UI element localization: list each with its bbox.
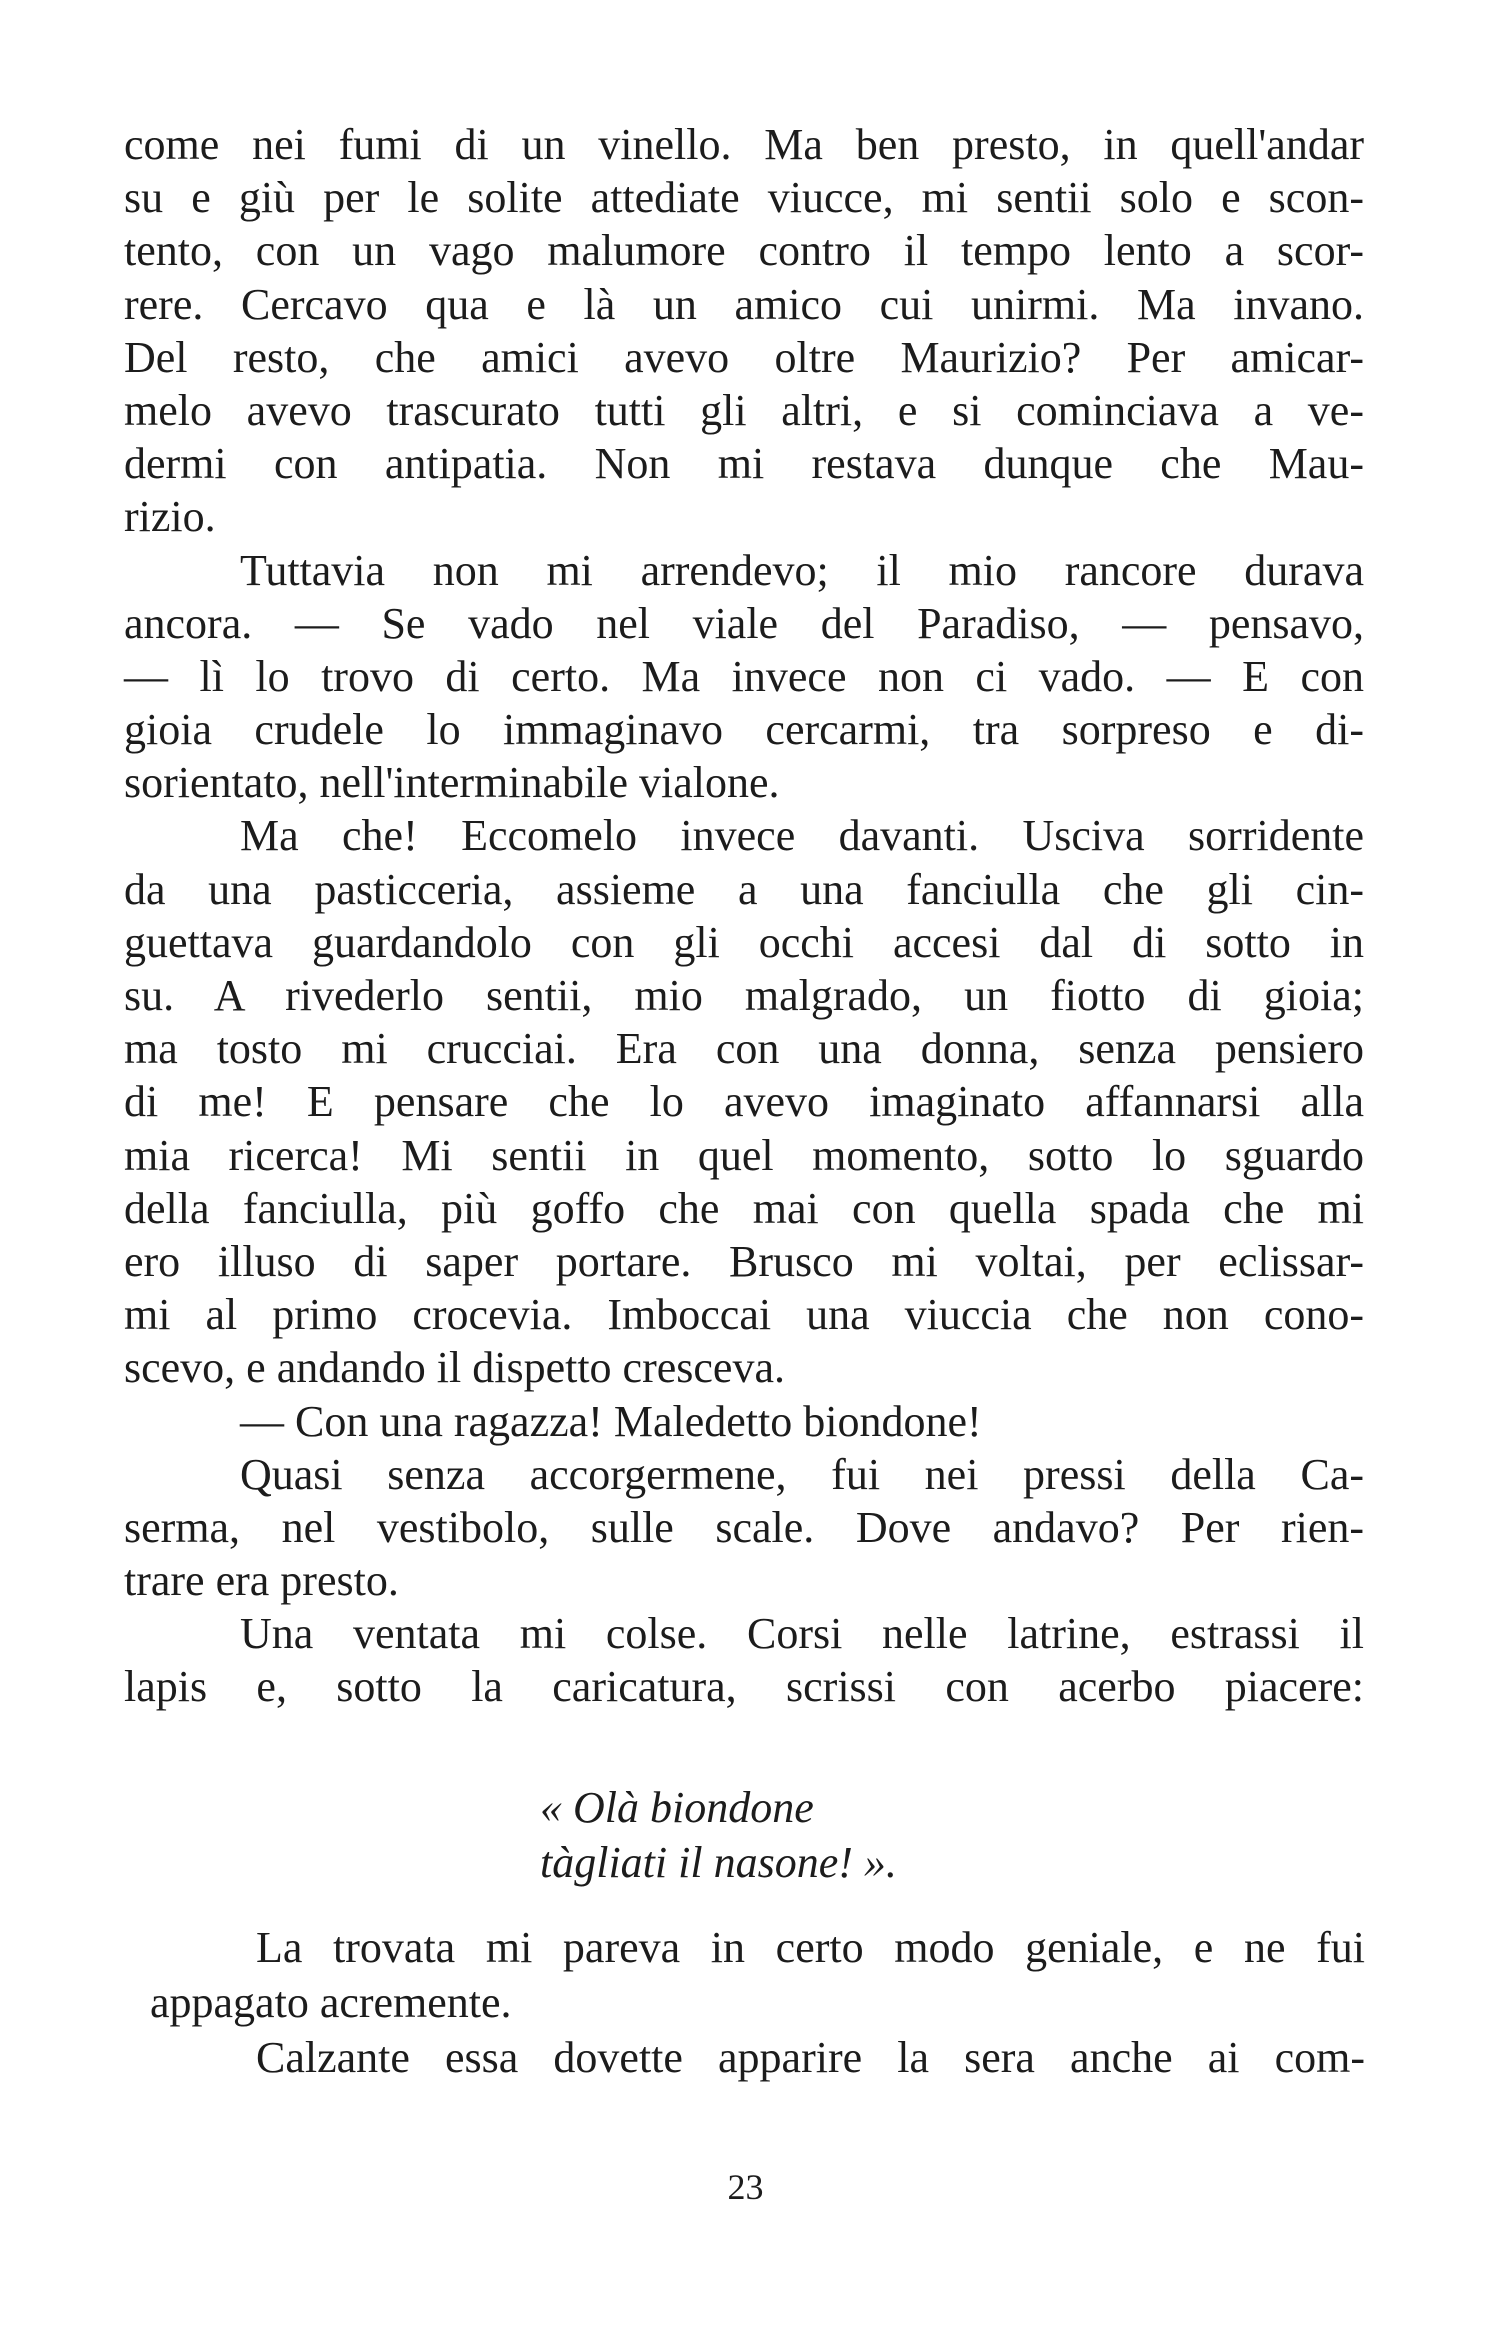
text-line: trare era presto. <box>124 1556 399 1606</box>
text-line: Quasi senza accorgermene, fui nei pressi della Ca- <box>240 1449 1364 1499</box>
text-line: melo avevo trascurato tutti gli altri, e si cominciava a ve- <box>124 385 1364 435</box>
text-line: sorientato, nell'interminabile vialone. <box>124 758 780 808</box>
closing-text <box>150 1920 1365 2085</box>
text-line: Tuttavia non mi arrendevo; il mio rancore durava <box>240 545 1364 595</box>
text-line: serma, nel vestibolo, sulle scale. Dove andavo? Per rien- <box>124 1502 1364 1552</box>
text-line: dermi con antipatia. Non mi restava dunque che Mau- <box>124 439 1364 489</box>
verse-quote <box>540 1780 897 1890</box>
text-line: su. A rivederlo sentii, mio malgrado, un fiotto di gioia; <box>124 971 1364 1020</box>
text-line: ancora. — Se vado nel viale del Paradiso, — pensavo, <box>124 598 1364 648</box>
text-line: della fanciulla, più goffo che mai con quella spada che mi <box>124 1183 1364 1233</box>
text-line: appagato acremente. <box>150 1978 512 2027</box>
text-line: rere. Cercavo qua e là un amico cui unirmi. Ma invano. <box>124 279 1364 329</box>
text-line: su e giù per le solite attediate viucce, mi sentii solo e scon- <box>124 173 1364 223</box>
text-line: di me! E pensare che lo avevo imaginato affannarsi alla <box>124 1077 1364 1127</box>
text-line: rizio. <box>124 492 216 542</box>
text-line: Una ventata mi colse. Corsi nelle latrine, estrassi il <box>240 1609 1364 1659</box>
text-line: tento, con un vago malumore contro il tempo lento a scor- <box>124 226 1364 276</box>
text-line: ero illuso di saper portare. Brusco mi voltai, per eclissar- <box>124 1236 1364 1286</box>
text-line: mia ricerca! Mi sentii in quel momento, sotto lo sguardo <box>124 1130 1364 1180</box>
text-line: — Con una ragazza! Maledetto biondone! <box>240 1396 982 1446</box>
text-line: La trovata mi pareva in certo modo geniale, e ne fui <box>256 1923 1365 1972</box>
verse-line: tàgliati il nasone! ». <box>540 1838 897 1887</box>
text-line: Del resto, che amici avevo oltre Maurizio? Per amicar- <box>124 332 1364 382</box>
text-line: — lì lo trovo di certo. Ma invece non ci vado. — E con <box>124 651 1364 701</box>
main-text <box>124 118 1364 1714</box>
text-line: gioia crudele lo immaginavo cercarmi, tra sorpreso e di- <box>124 705 1364 755</box>
text-line: mi al primo crocevia. Imboccai una viuccia che non cono- <box>124 1290 1364 1340</box>
page-number: 23 <box>727 2167 764 2207</box>
text-line: lapis e, sotto la caricatura, scrissi con acerbo piacere: <box>124 1662 1364 1712</box>
text-line: come nei fumi di un vinello. Ma ben presto, in quell'andar <box>124 120 1364 169</box>
text-line: Calzante essa dovette apparire la sera anche ai com- <box>256 2033 1365 2082</box>
verse-line: « Olà biondone <box>540 1783 814 1832</box>
text-line: da una pasticceria, assieme a una fanciulla che gli cin- <box>124 864 1364 914</box>
text-line: Ma che! Eccomelo invece davanti. Usciva sorridente <box>240 811 1364 861</box>
text-line: guettava guardandolo con gli occhi accesi dal di sotto in <box>124 917 1364 967</box>
text-line: scevo, e andando il dispetto cresceva. <box>124 1343 785 1393</box>
text-line: ma tosto mi crucciai. Era con una donna, senza pensiero <box>124 1024 1364 1074</box>
